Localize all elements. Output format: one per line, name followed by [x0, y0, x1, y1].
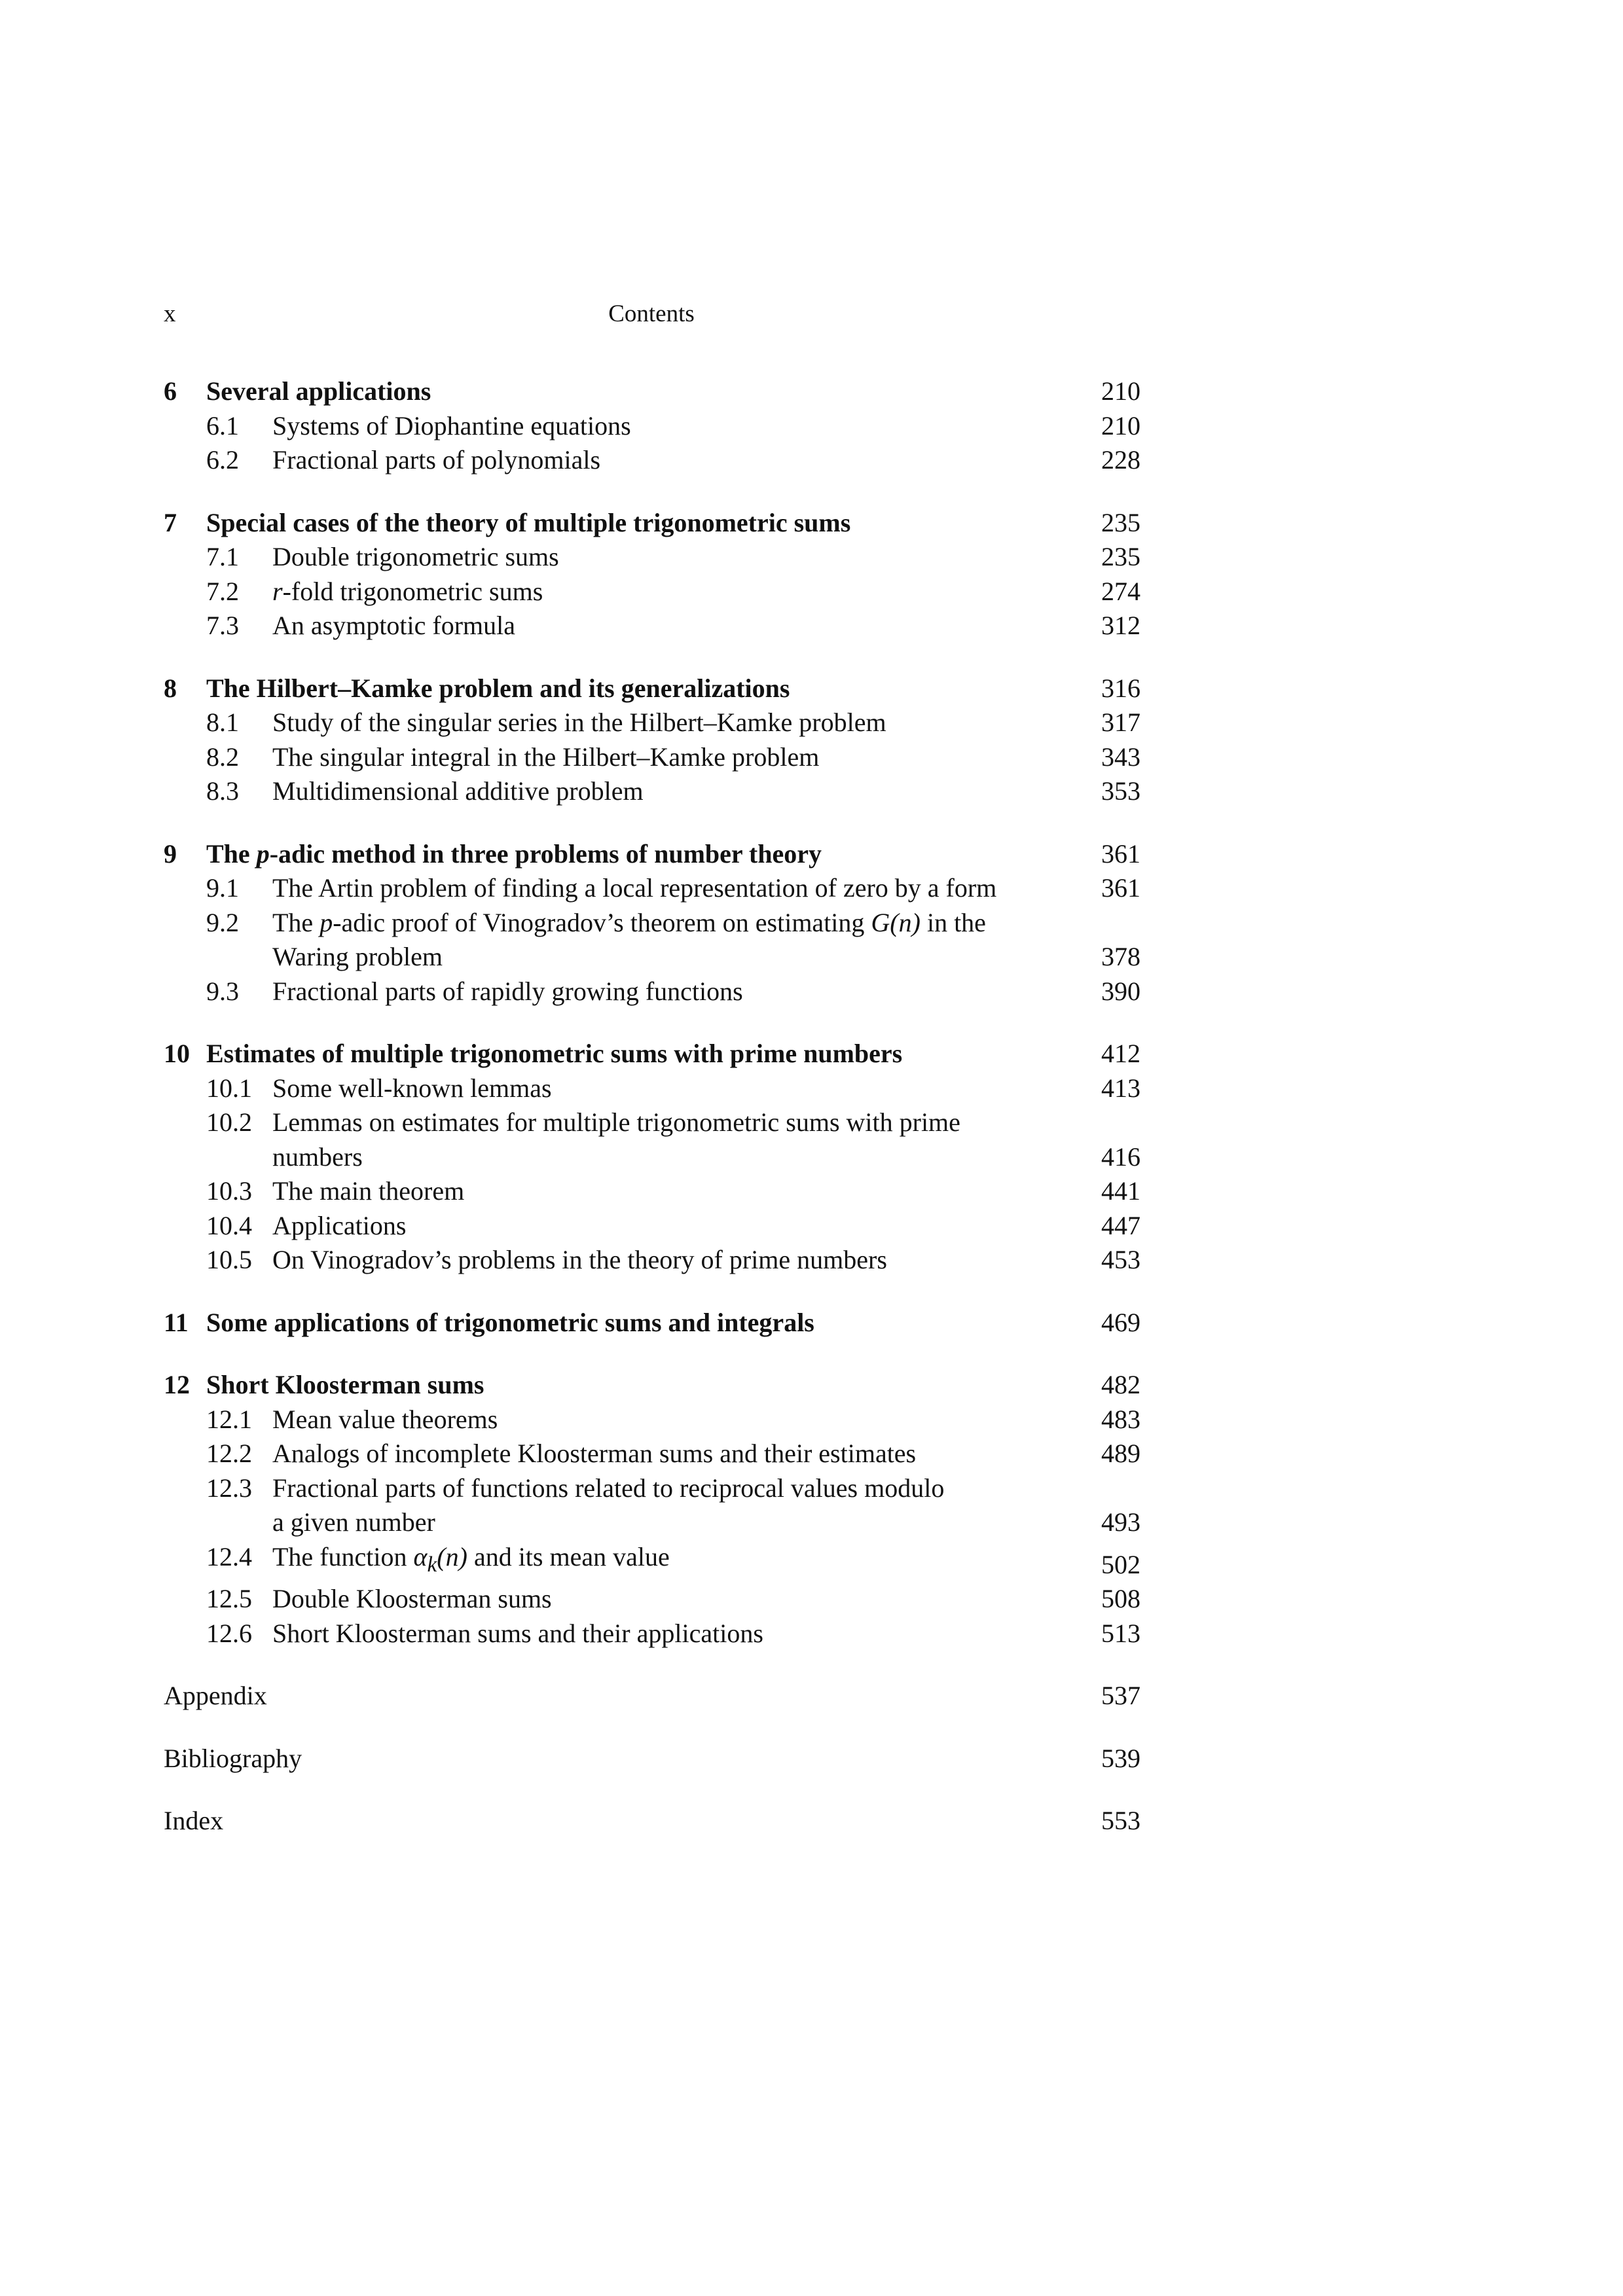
- chapter-title: Special cases of the theory of multiple trigonometric sums: [206, 507, 851, 537]
- section-title: Double Kloosterman sums: [272, 1584, 552, 1613]
- section-page: 502: [1101, 1549, 1140, 1579]
- section-row[interactable]: [164, 1582, 1140, 1617]
- running-head: [164, 300, 1139, 332]
- math-variable: p: [319, 907, 333, 937]
- section-title-text: and its mean value: [467, 1541, 670, 1571]
- chapter-page: 469: [1101, 1307, 1140, 1337]
- section-number: 12.3: [206, 1473, 252, 1503]
- section-page: 483: [1101, 1404, 1140, 1434]
- section-title: Study of the singular series in the Hilbert–Kamke problem: [272, 708, 886, 737]
- section-number: 12.5: [206, 1584, 252, 1613]
- section-title: Short Kloosterman sums and their applications: [272, 1618, 763, 1648]
- section-number: 12.1: [206, 1404, 252, 1434]
- chapter-number: 11: [164, 1307, 189, 1337]
- section-number: 9.1: [206, 873, 239, 903]
- section-number: 8.1: [206, 708, 239, 737]
- back-matter-title: Index: [164, 1806, 224, 1835]
- section-page: 378: [1101, 942, 1140, 971]
- section-row[interactable]: [164, 409, 1140, 444]
- section-title: Systems of Diophantine equations: [272, 410, 631, 440]
- section-title: The Artin problem of finding a local representation of zero by a form: [272, 873, 997, 903]
- section-number: 12.2: [206, 1439, 252, 1468]
- chapter-title: Short Kloosterman sums: [206, 1370, 484, 1399]
- section-title: Double trigonometric sums: [272, 542, 559, 571]
- section-title: Applications: [272, 1210, 407, 1240]
- section-number: 8.3: [206, 776, 239, 806]
- section-title: [272, 575, 1042, 609]
- section-row[interactable]: [164, 609, 1140, 643]
- section-number: 10.5: [206, 1245, 252, 1274]
- section-page: 317: [1101, 708, 1140, 737]
- section-title: The main theorem: [272, 1176, 465, 1206]
- section-row[interactable]: [164, 1243, 1140, 1278]
- section-title: On Vinogradov’s problems in the theory of prime numbers: [272, 1245, 887, 1274]
- section-number: 6.2: [206, 445, 239, 475]
- section-page: 353: [1101, 776, 1140, 806]
- chapter-6: [164, 374, 1140, 478]
- section-row[interactable]: [164, 774, 1140, 809]
- section-row[interactable]: [164, 706, 1140, 740]
- back-matter-page: 553: [1101, 1806, 1140, 1835]
- section-page: 228: [1101, 445, 1140, 475]
- section-page: 343: [1101, 742, 1140, 772]
- section-title: [272, 1540, 1042, 1583]
- math-variable: r: [272, 576, 283, 606]
- section-number: 6.1: [206, 410, 239, 440]
- chapter-title: Several applications: [206, 376, 431, 406]
- section-number: 7.2: [206, 576, 239, 606]
- chapter-heading[interactable]: [164, 1368, 1140, 1403]
- section-number: 10.3: [206, 1176, 252, 1206]
- section-page: 312: [1101, 611, 1140, 640]
- section-row[interactable]: [164, 443, 1140, 478]
- section-title-line2: Waring problem: [272, 942, 443, 971]
- chapter-heading[interactable]: [164, 672, 1140, 706]
- section-title: [272, 906, 1042, 975]
- section-title-text: -adic proof of Vinogradov’s theorem on estimating: [333, 907, 871, 937]
- chapter-page: 412: [1101, 1039, 1140, 1068]
- section-page: 493: [1101, 1507, 1140, 1537]
- section-title: [272, 1471, 1042, 1540]
- section-title-text: in the: [920, 907, 986, 937]
- section-page: 508: [1101, 1584, 1140, 1613]
- chapter-title: [206, 837, 1042, 872]
- section-row[interactable]: [164, 975, 1140, 1009]
- section-row[interactable]: [164, 1403, 1140, 1437]
- chapter-page: 361: [1101, 838, 1140, 869]
- chapter-heading[interactable]: [164, 1306, 1140, 1340]
- section-title-text: -fold trigonometric sums: [282, 576, 543, 606]
- section-page: 413: [1101, 1073, 1140, 1103]
- chapter-heading[interactable]: [164, 837, 1140, 872]
- section-row[interactable]: [164, 1617, 1140, 1651]
- chapter-title: Some applications of trigonometric sums and integrals: [206, 1307, 814, 1337]
- back-matter-bibliography[interactable]: [164, 1742, 1140, 1776]
- section-title: Some well-known lemmas: [272, 1073, 552, 1103]
- section-title: Fractional parts of rapidly growing functions: [272, 976, 743, 1006]
- section-title-text: Lemmas on estimates for multiple trigonometric sums with prime: [272, 1107, 960, 1137]
- section-row[interactable]: [164, 1471, 1140, 1540]
- chapter-number: 6: [164, 376, 177, 406]
- section-title: Multidimensional additive problem: [272, 776, 644, 806]
- section-row[interactable]: [164, 1105, 1140, 1174]
- section-row[interactable]: [164, 906, 1140, 975]
- section-page: 390: [1101, 976, 1140, 1006]
- math-variable: p: [256, 838, 270, 869]
- back-matter-appendix[interactable]: [164, 1679, 1140, 1713]
- chapter-11: [164, 1306, 1140, 1340]
- section-number: 7.1: [206, 542, 239, 571]
- chapter-title-text: The: [206, 838, 257, 869]
- math-argument: (n): [437, 1541, 467, 1571]
- section-page: 416: [1101, 1141, 1140, 1172]
- section-row[interactable]: [164, 1209, 1140, 1244]
- chapter-page: 316: [1101, 673, 1140, 703]
- chapter-number: 9: [164, 838, 177, 869]
- section-row[interactable]: [164, 1437, 1140, 1471]
- section-title-line2: numbers: [272, 1141, 363, 1172]
- math-subscript: k: [427, 1552, 437, 1577]
- section-title: [272, 1105, 1042, 1174]
- section-number: 12.6: [206, 1618, 252, 1648]
- section-row[interactable]: [164, 1174, 1140, 1209]
- running-title: Contents: [608, 300, 695, 327]
- chapter-title: Estimates of multiple trigonometric sums with prime numbers: [206, 1039, 903, 1068]
- section-number: 9.2: [206, 907, 239, 937]
- section-page: 489: [1101, 1439, 1140, 1468]
- chapter-10: [164, 1037, 1140, 1278]
- chapter-12: [164, 1368, 1140, 1651]
- section-number: 10.4: [206, 1210, 252, 1240]
- section-row[interactable]: [164, 575, 1140, 609]
- section-row[interactable]: [164, 1540, 1140, 1583]
- section-page: 453: [1101, 1245, 1140, 1274]
- chapter-heading[interactable]: [164, 1037, 1140, 1071]
- page-number: x: [164, 300, 176, 327]
- back-matter-title: Appendix: [164, 1681, 267, 1710]
- section-title: Mean value theorems: [272, 1404, 498, 1434]
- back-matter-page: 537: [1101, 1681, 1140, 1710]
- chapter-number: 7: [164, 507, 177, 537]
- section-page: 274: [1101, 576, 1140, 606]
- chapter-number: 10: [164, 1039, 190, 1068]
- math-symbol: α: [413, 1541, 428, 1571]
- chapter-number: 8: [164, 673, 177, 703]
- section-page: 210: [1101, 410, 1140, 440]
- section-row[interactable]: [164, 871, 1140, 906]
- section-page: 441: [1101, 1176, 1140, 1206]
- section-title: Fractional parts of polynomials: [272, 445, 601, 475]
- section-title: An asymptotic formula: [272, 611, 516, 640]
- section-number: 7.3: [206, 611, 239, 640]
- section-title-text: The: [272, 907, 320, 937]
- math-function: G(n): [871, 907, 921, 937]
- chapter-heading[interactable]: [164, 374, 1140, 409]
- chapter-title-text: -adic method in three problems of number theory: [269, 838, 822, 869]
- section-number: 10.2: [206, 1107, 252, 1137]
- section-row[interactable]: [164, 540, 1140, 575]
- back-matter-title: Bibliography: [164, 1743, 302, 1773]
- section-row[interactable]: [164, 740, 1140, 775]
- chapter-number: 12: [164, 1370, 190, 1399]
- section-page: 513: [1101, 1618, 1140, 1648]
- section-page: 447: [1101, 1210, 1140, 1240]
- section-title-line2: a given number: [272, 1507, 435, 1537]
- chapter-7: [164, 506, 1140, 643]
- section-title-text: Fractional parts of functions related to reciprocal values modulo: [272, 1473, 945, 1503]
- chapter-title: The Hilbert–Kamke problem and its generalizations: [206, 673, 790, 703]
- chapter-page: 210: [1101, 376, 1140, 406]
- section-title-text: The function: [272, 1541, 414, 1571]
- section-number: 10.1: [206, 1073, 252, 1103]
- chapter-8: [164, 672, 1140, 809]
- chapter-9: [164, 837, 1140, 1009]
- section-page: 361: [1101, 873, 1140, 903]
- section-title: The singular integral in the Hilbert–Kamke problem: [272, 742, 820, 772]
- section-number: 12.4: [206, 1541, 252, 1571]
- chapter-page: 482: [1101, 1370, 1140, 1399]
- section-title: Analogs of incomplete Kloosterman sums and their estimates: [272, 1439, 917, 1468]
- back-matter-page: 539: [1101, 1743, 1140, 1773]
- back-matter-index[interactable]: [164, 1804, 1140, 1839]
- section-number: 8.2: [206, 742, 239, 772]
- table-of-contents: [164, 374, 1140, 1867]
- section-number: 9.3: [206, 976, 239, 1006]
- section-row[interactable]: [164, 1071, 1140, 1106]
- chapter-page: 235: [1101, 507, 1140, 537]
- chapter-heading[interactable]: [164, 506, 1140, 541]
- section-page: 235: [1101, 542, 1140, 571]
